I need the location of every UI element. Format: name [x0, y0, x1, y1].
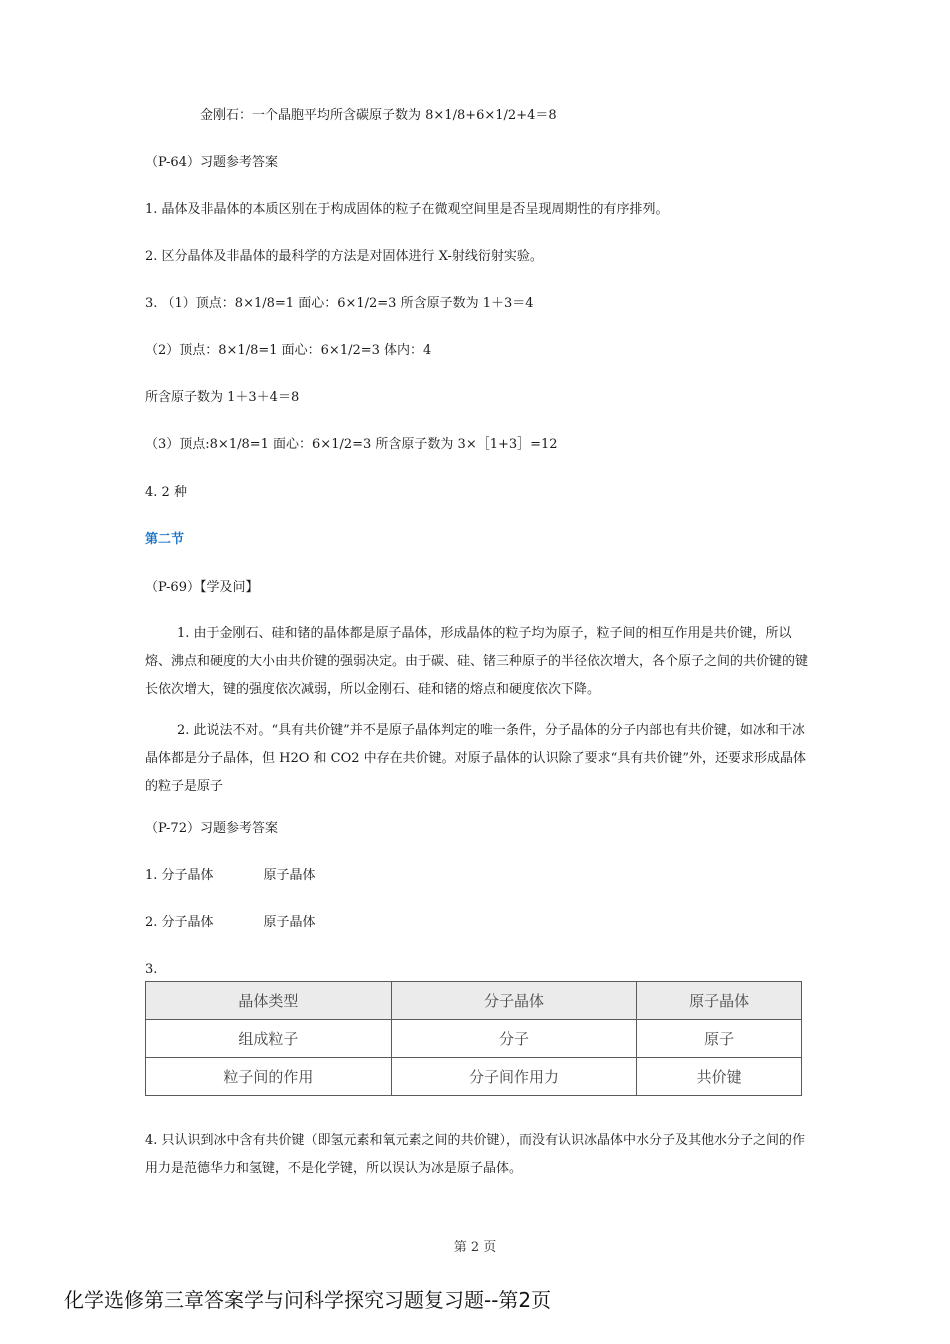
- table-header-cell: 原子晶体: [637, 982, 802, 1020]
- answer-2: 2. 区分晶体及非晶体的最科学的方法是对固体进行 X-射线衍射实验。: [145, 249, 543, 264]
- answer-3-2: （2）顶点：8×1/8=1 面心：6×1/2=3 体内：4: [145, 343, 432, 358]
- table-cell: 组成粒子: [146, 1020, 392, 1058]
- p69-answer-1: 1. 由于金刚石、硅和锗的晶体都是原子晶体，形成晶体的粒子均为原子，粒子间的相互作用是共价键，所以熔、沸点和硬度的大小由共价键的强弱决定。由于碳、硅、锗三种原子的半径依次增大，各个原子之间的共价键的键长依次增大，键的强度依次减弱，所以金刚石、硅和锗的熔点和硬度依次下降。: [145, 626, 809, 697]
- table-cell: 分子间作用力: [391, 1058, 637, 1096]
- table-cell: 分子: [391, 1020, 637, 1058]
- p72-answer-3-label: 3.: [145, 962, 158, 977]
- answer-3-2-total: 所含原子数为 1＋3＋4＝8: [145, 390, 300, 405]
- table-cell: 原子: [637, 1020, 802, 1058]
- table-header-cell: 分子晶体: [391, 982, 637, 1020]
- table-cell: 共价键: [637, 1058, 802, 1096]
- p72-answer-1-a: 1. 分子晶体: [145, 868, 214, 883]
- diamond-line: 金刚石：一个晶胞平均所含碳原子数为 8×1/8+6×1/2+4＝8: [200, 108, 557, 123]
- table-row: [146, 1058, 802, 1096]
- table-cell: 粒子间的作用: [146, 1058, 392, 1096]
- document-title: 化学选修第三章答案学与问科学探究习题复习题--第2页: [64, 1288, 552, 1312]
- answer-1: 1. 晶体及非晶体的本质区别在于构成固体的粒子在微观空间里是否呈现周期性的有序排列。: [145, 202, 669, 217]
- p64-heading: （P-64）习题参考答案: [145, 155, 278, 170]
- answer-3-3: （3）顶点:8×1/8=1 面心：6×1/2=3 所含原子数为 3×［1+3］=12: [145, 437, 558, 452]
- p72-heading: （P-72）习题参考答案: [145, 821, 278, 836]
- table-header-row: [146, 982, 802, 1020]
- answer-3-1: 3. （1）顶点：8×1/8=1 面心：6×1/2=3 所含原子数为 1＋3＝4: [145, 296, 534, 311]
- section-heading: 第二节: [145, 532, 185, 547]
- p72-answer-2-b: 原子晶体: [263, 915, 316, 930]
- p72-answer-4: 4. 只认识到冰中含有共价键（即氢元素和氧元素之间的共价键），而没有认识冰晶体中水分子及其他水分子之间的作用力是范德华力和氢键，不是化学键，所以误认为冰是原子晶体。: [145, 1133, 806, 1176]
- p72-answer-1: [145, 868, 316, 884]
- page-number: 第 2 页: [453, 1240, 497, 1255]
- p72-answer-1-b: 原子晶体: [263, 868, 316, 883]
- table-row: [146, 1020, 802, 1058]
- p72-answer-2: [145, 915, 316, 931]
- crystal-comparison-table: [145, 981, 802, 1096]
- table-header-cell: 晶体类型: [146, 982, 392, 1020]
- answer-4: 4. 2 种: [145, 485, 187, 500]
- p69-answer-2: 2. 此说法不对。“具有共价键”并不是原子晶体判定的唯一条件，分子晶体的分子内部也有共价键，如冰和干冰晶体都是分子晶体，但 H2O 和 CO2 中存在共价键。对原子晶体的认识除了要求“具有共价键”外，还要求形成晶体的粒子是原子: [145, 723, 806, 794]
- p72-answer-2-a: 2. 分子晶体: [145, 915, 214, 930]
- p69-heading: （P-69）【学及问】: [145, 580, 259, 595]
